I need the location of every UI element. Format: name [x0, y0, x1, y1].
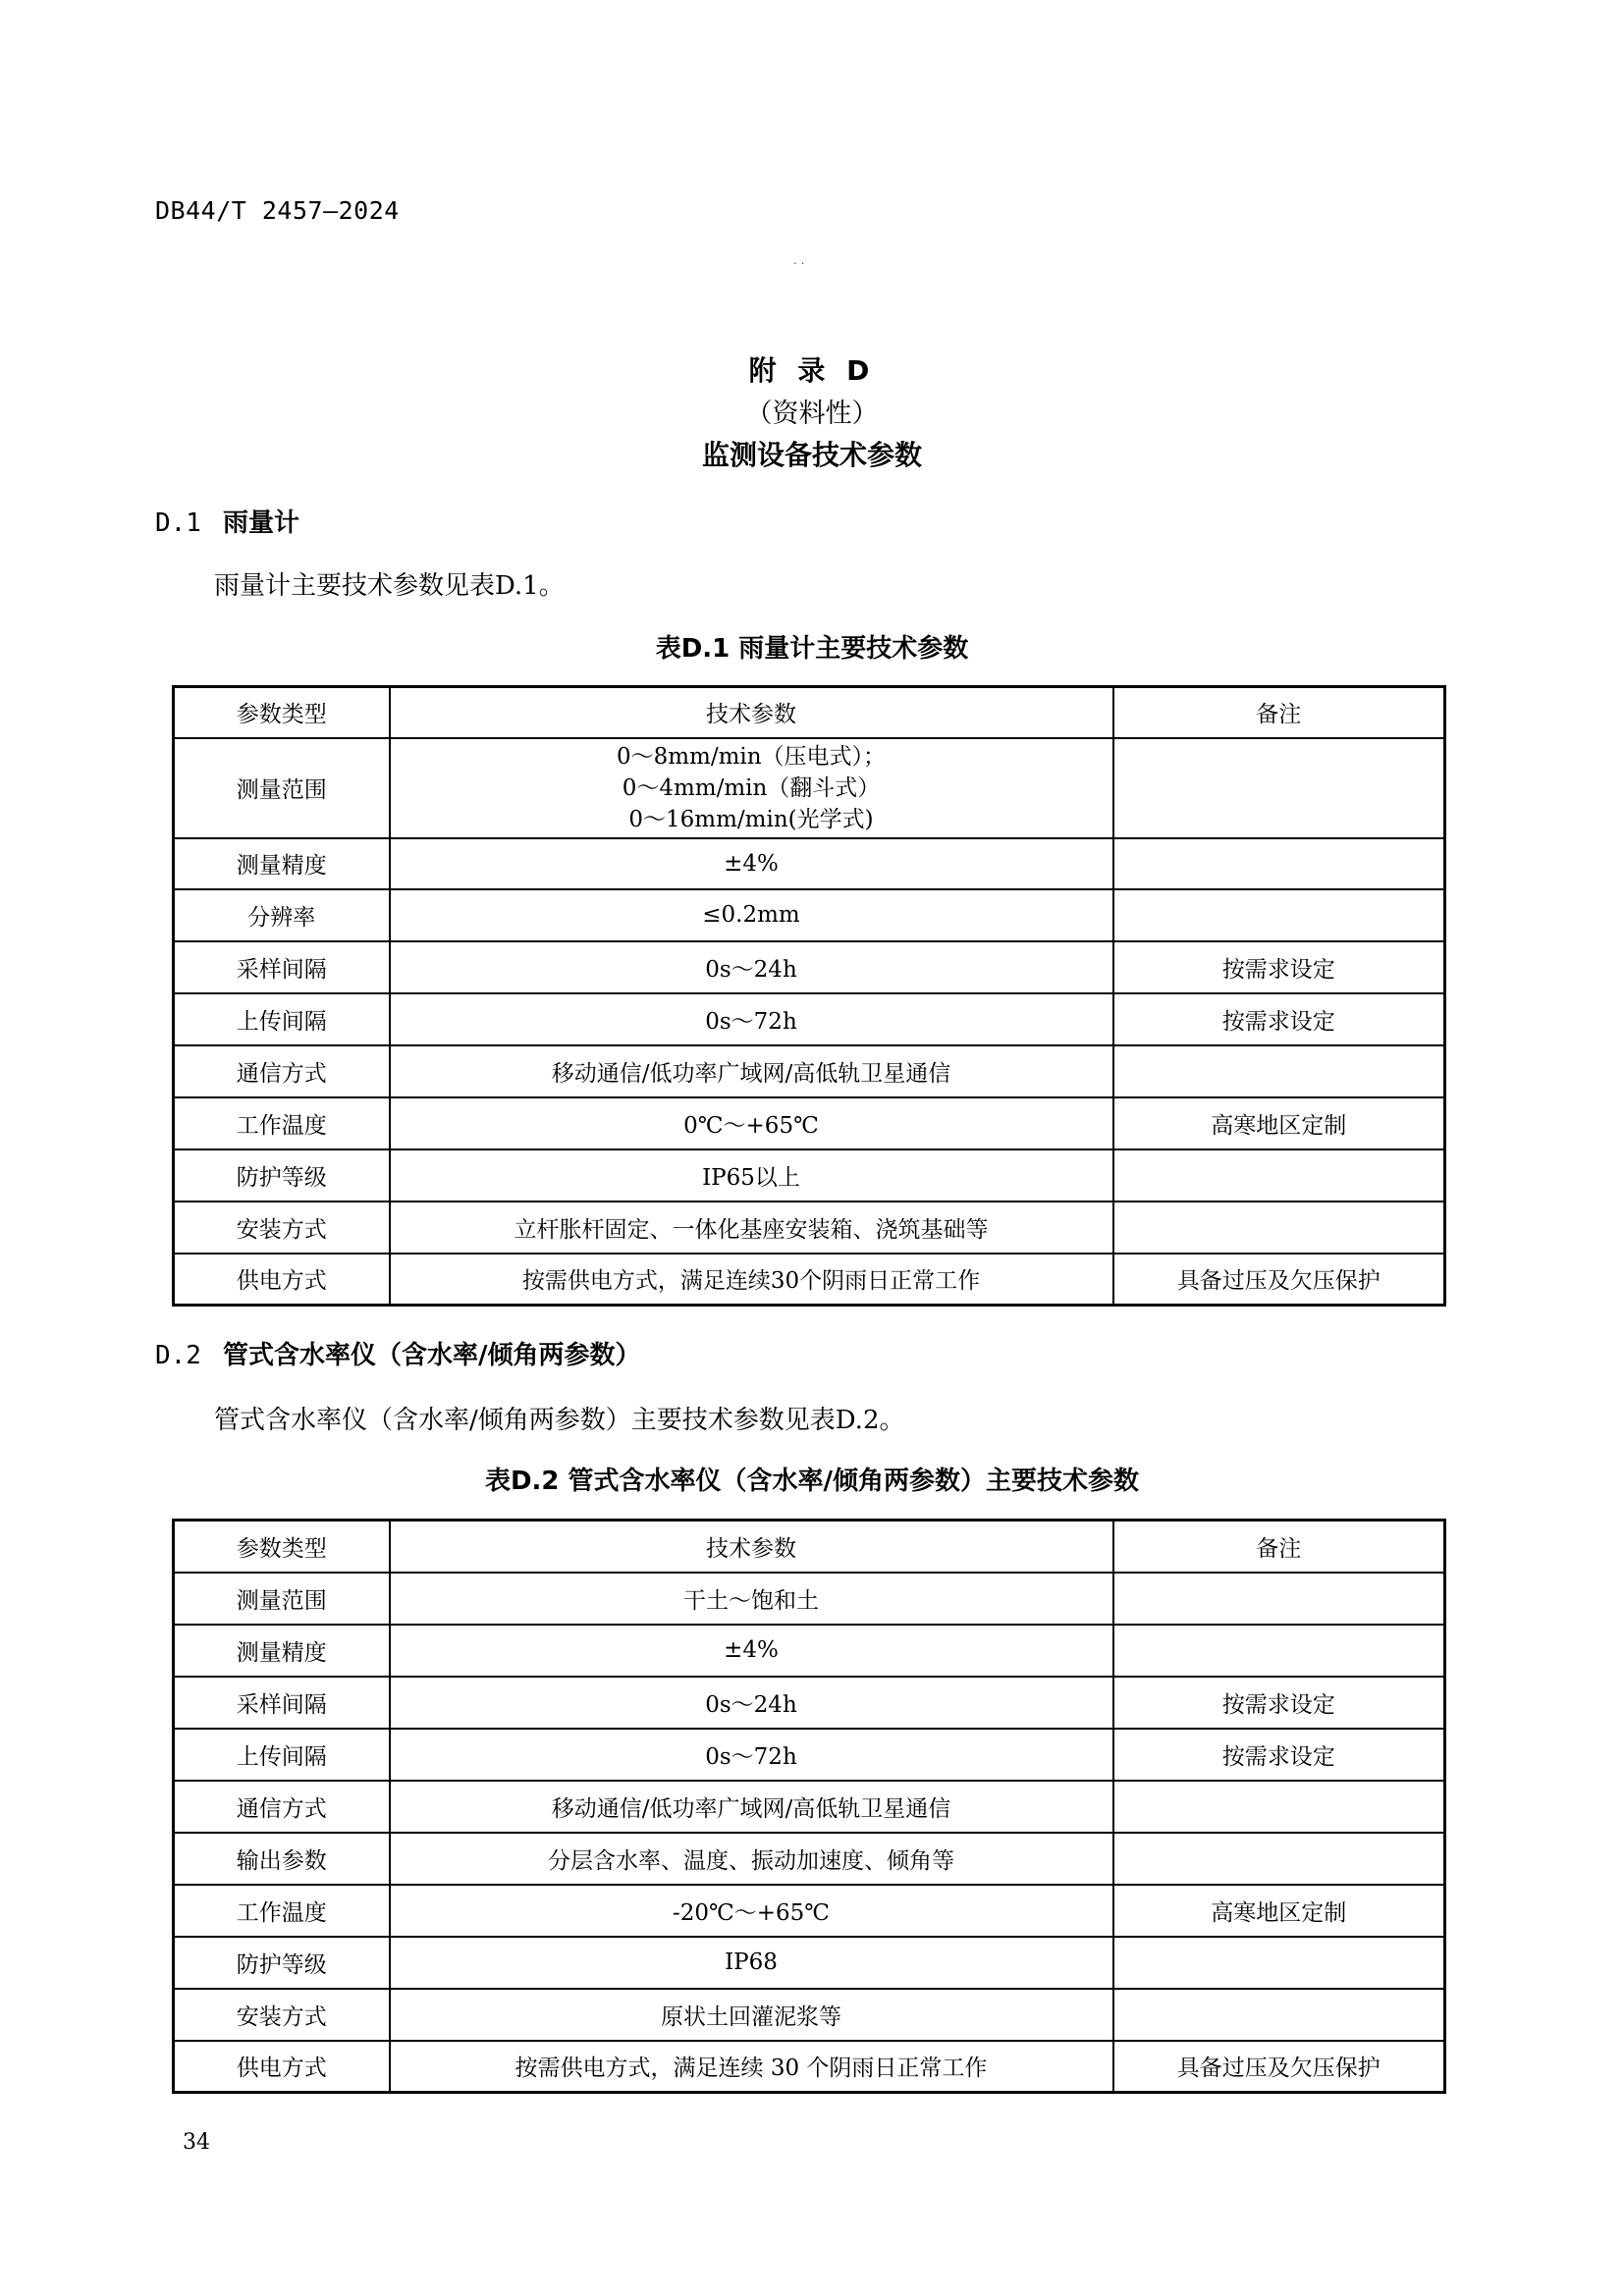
table-row — [174, 1729, 1445, 1781]
remark-cell: 按需求设定 — [1113, 993, 1445, 1045]
parameter-type-cell: 采样间隔 — [174, 1677, 390, 1729]
column-header: 参数类型 — [174, 1521, 390, 1573]
parameter-type-cell: 测量精度 — [174, 1625, 390, 1677]
remark-cell — [1113, 1937, 1445, 1989]
parameter-value-cell: 0℃～+65℃ — [390, 1097, 1113, 1149]
appendix-subject: 监测设备技术参数 — [701, 439, 922, 471]
remark-cell — [1113, 1833, 1445, 1885]
parameter-value-cell: ±4% — [390, 838, 1113, 889]
parameter-type-cell: 供电方式 — [174, 1254, 390, 1306]
table-row — [174, 1937, 1445, 1989]
remark-cell: 高寒地区定制 — [1113, 1885, 1445, 1937]
table-row — [174, 1045, 1445, 1097]
table-row — [174, 838, 1445, 889]
parameter-value-cell: ≤0.2mm — [390, 889, 1113, 941]
appendix-note: （资料性） — [745, 399, 879, 429]
parameter-value-cell: 按需供电方式，满足连续 30 个阴雨日正常工作 — [390, 2041, 1113, 2093]
section-title: 管式含水率仪（含水率/倾角两参数） — [222, 1341, 641, 1370]
column-header: 参数类型 — [174, 687, 390, 738]
parameter-type-cell: 测量范围 — [174, 1573, 390, 1625]
parameter-type-cell: 防护等级 — [174, 1937, 390, 1989]
column-header: 技术参数 — [390, 687, 1113, 738]
parameter-type-cell: 安装方式 — [174, 1201, 390, 1254]
parameter-type-cell: 测量精度 — [174, 838, 390, 889]
table-header-row — [174, 687, 1445, 738]
table-row — [174, 2041, 1445, 2093]
parameter-value-cell: 立杆胀杆固定、一体化基座安装箱、浇筑基础等 — [390, 1201, 1113, 1254]
column-header: 备注 — [1113, 687, 1445, 738]
parameter-type-cell: 上传间隔 — [174, 993, 390, 1045]
column-header: 技术参数 — [390, 1521, 1113, 1573]
table-row — [174, 1989, 1445, 2041]
remark-cell — [1113, 1045, 1445, 1097]
parameter-type-cell: 供电方式 — [174, 2041, 390, 2093]
table-row — [174, 889, 1445, 941]
table-row — [174, 1781, 1445, 1833]
table-row — [174, 1833, 1445, 1885]
parameter-value-cell: 移动通信/低功率广域网/高低轨卫星通信 — [390, 1781, 1113, 1833]
parameter-value-cell: 干土～饱和土 — [390, 1573, 1113, 1625]
remark-cell — [1113, 1625, 1445, 1677]
remark-cell — [1113, 889, 1445, 941]
parameter-type-cell: 测量范围 — [174, 738, 390, 838]
parameter-value-cell: -20℃～+65℃ — [390, 1885, 1113, 1937]
parameter-value-cell: 移动通信/低功率广域网/高低轨卫星通信 — [390, 1045, 1113, 1097]
parameter-type-cell: 输出参数 — [174, 1833, 390, 1885]
table-row — [174, 1573, 1445, 1625]
parameter-type-cell: 工作温度 — [174, 1097, 390, 1149]
remark-cell: 具备过压及欠压保护 — [1113, 2041, 1445, 2093]
table-caption-d1: 表D.1 雨量计主要技术参数 — [655, 634, 969, 664]
parameter-type-cell: 上传间隔 — [174, 1729, 390, 1781]
table-row — [174, 1201, 1445, 1254]
remark-cell — [1113, 738, 1445, 838]
parameter-type-cell: 工作温度 — [174, 1885, 390, 1937]
table-row — [174, 1149, 1445, 1201]
page-number: 34 — [183, 2130, 210, 2155]
parameter-value-cell: 0～8mm/min（压电式）； 0～4mm/min（翻斗式） 0～16mm/min(光学式) — [390, 738, 1113, 838]
spec-table-d2 — [172, 1519, 1446, 2094]
parameter-type-cell: 分辨率 — [174, 889, 390, 941]
parameter-type-cell: 通信方式 — [174, 1045, 390, 1097]
remark-cell — [1113, 838, 1445, 889]
remark-cell — [1113, 1781, 1445, 1833]
document-id: DB44/T 2457—2024 — [155, 196, 400, 225]
table-row — [174, 941, 1445, 993]
parameter-value-cell: 原状土回灌泥浆等 — [390, 1989, 1113, 2041]
parameter-type-cell: 通信方式 — [174, 1781, 390, 1833]
parameter-value-cell: 0s～72h — [390, 1729, 1113, 1781]
column-header: 备注 — [1113, 1521, 1445, 1573]
section-title: 雨量计 — [222, 508, 299, 538]
table-row — [174, 1097, 1445, 1149]
table-row — [174, 1254, 1445, 1306]
section-number: D.1 — [155, 508, 201, 538]
parameter-value-cell: 0s～72h — [390, 993, 1113, 1045]
parameter-type-cell: 防护等级 — [174, 1149, 390, 1201]
spec-table-d1 — [172, 685, 1446, 1307]
table-caption-d2: 表D.2 管式含水率仪（含水率/倾角两参数）主要技术参数 — [484, 1467, 1140, 1496]
parameter-value-cell: 0s～24h — [390, 941, 1113, 993]
section-paragraph-d2: 管式含水率仪（含水率/倾角两参数）主要技术参数见表D.2。 — [214, 1406, 905, 1435]
remark-cell — [1113, 1201, 1445, 1254]
table-header-row — [174, 1521, 1445, 1573]
parameter-value-cell: 分层含水率、温度、振动加速度、倾角等 — [390, 1833, 1113, 1885]
remark-cell — [1113, 1149, 1445, 1201]
parameter-value-cell: 按需供电方式，满足连续30个阴雨日正常工作 — [390, 1254, 1113, 1306]
parameter-value-cell: IP68 — [390, 1937, 1113, 1989]
table-row — [174, 1677, 1445, 1729]
parameter-value-cell: 0s～24h — [390, 1677, 1113, 1729]
section-heading-d1 — [155, 503, 299, 539]
parameter-type-cell: 采样间隔 — [174, 941, 390, 993]
parameter-type-cell: 安装方式 — [174, 1989, 390, 2041]
section-number: D.2 — [155, 1341, 201, 1370]
table-row — [174, 1625, 1445, 1677]
remark-cell: 具备过压及欠压保护 — [1113, 1254, 1445, 1306]
remark-cell — [1113, 1573, 1445, 1625]
header-dots: . . — [793, 253, 805, 267]
table-body — [174, 687, 1445, 1306]
remark-cell: 按需求设定 — [1113, 941, 1445, 993]
section-paragraph-d1: 雨量计主要技术参数见表D.1。 — [214, 571, 565, 601]
remark-cell: 按需求设定 — [1113, 1677, 1445, 1729]
section-heading-d2 — [155, 1335, 640, 1371]
remark-cell: 按需求设定 — [1113, 1729, 1445, 1781]
remark-cell: 高寒地区定制 — [1113, 1097, 1445, 1149]
parameter-value-cell: ±4% — [390, 1625, 1113, 1677]
table-row — [174, 993, 1445, 1045]
table-row — [174, 1885, 1445, 1937]
appendix-title: 附 录 D — [748, 354, 876, 387]
parameter-value-cell: IP65以上 — [390, 1149, 1113, 1201]
table-body — [174, 1521, 1445, 2093]
table-row — [174, 738, 1445, 838]
remark-cell — [1113, 1989, 1445, 2041]
